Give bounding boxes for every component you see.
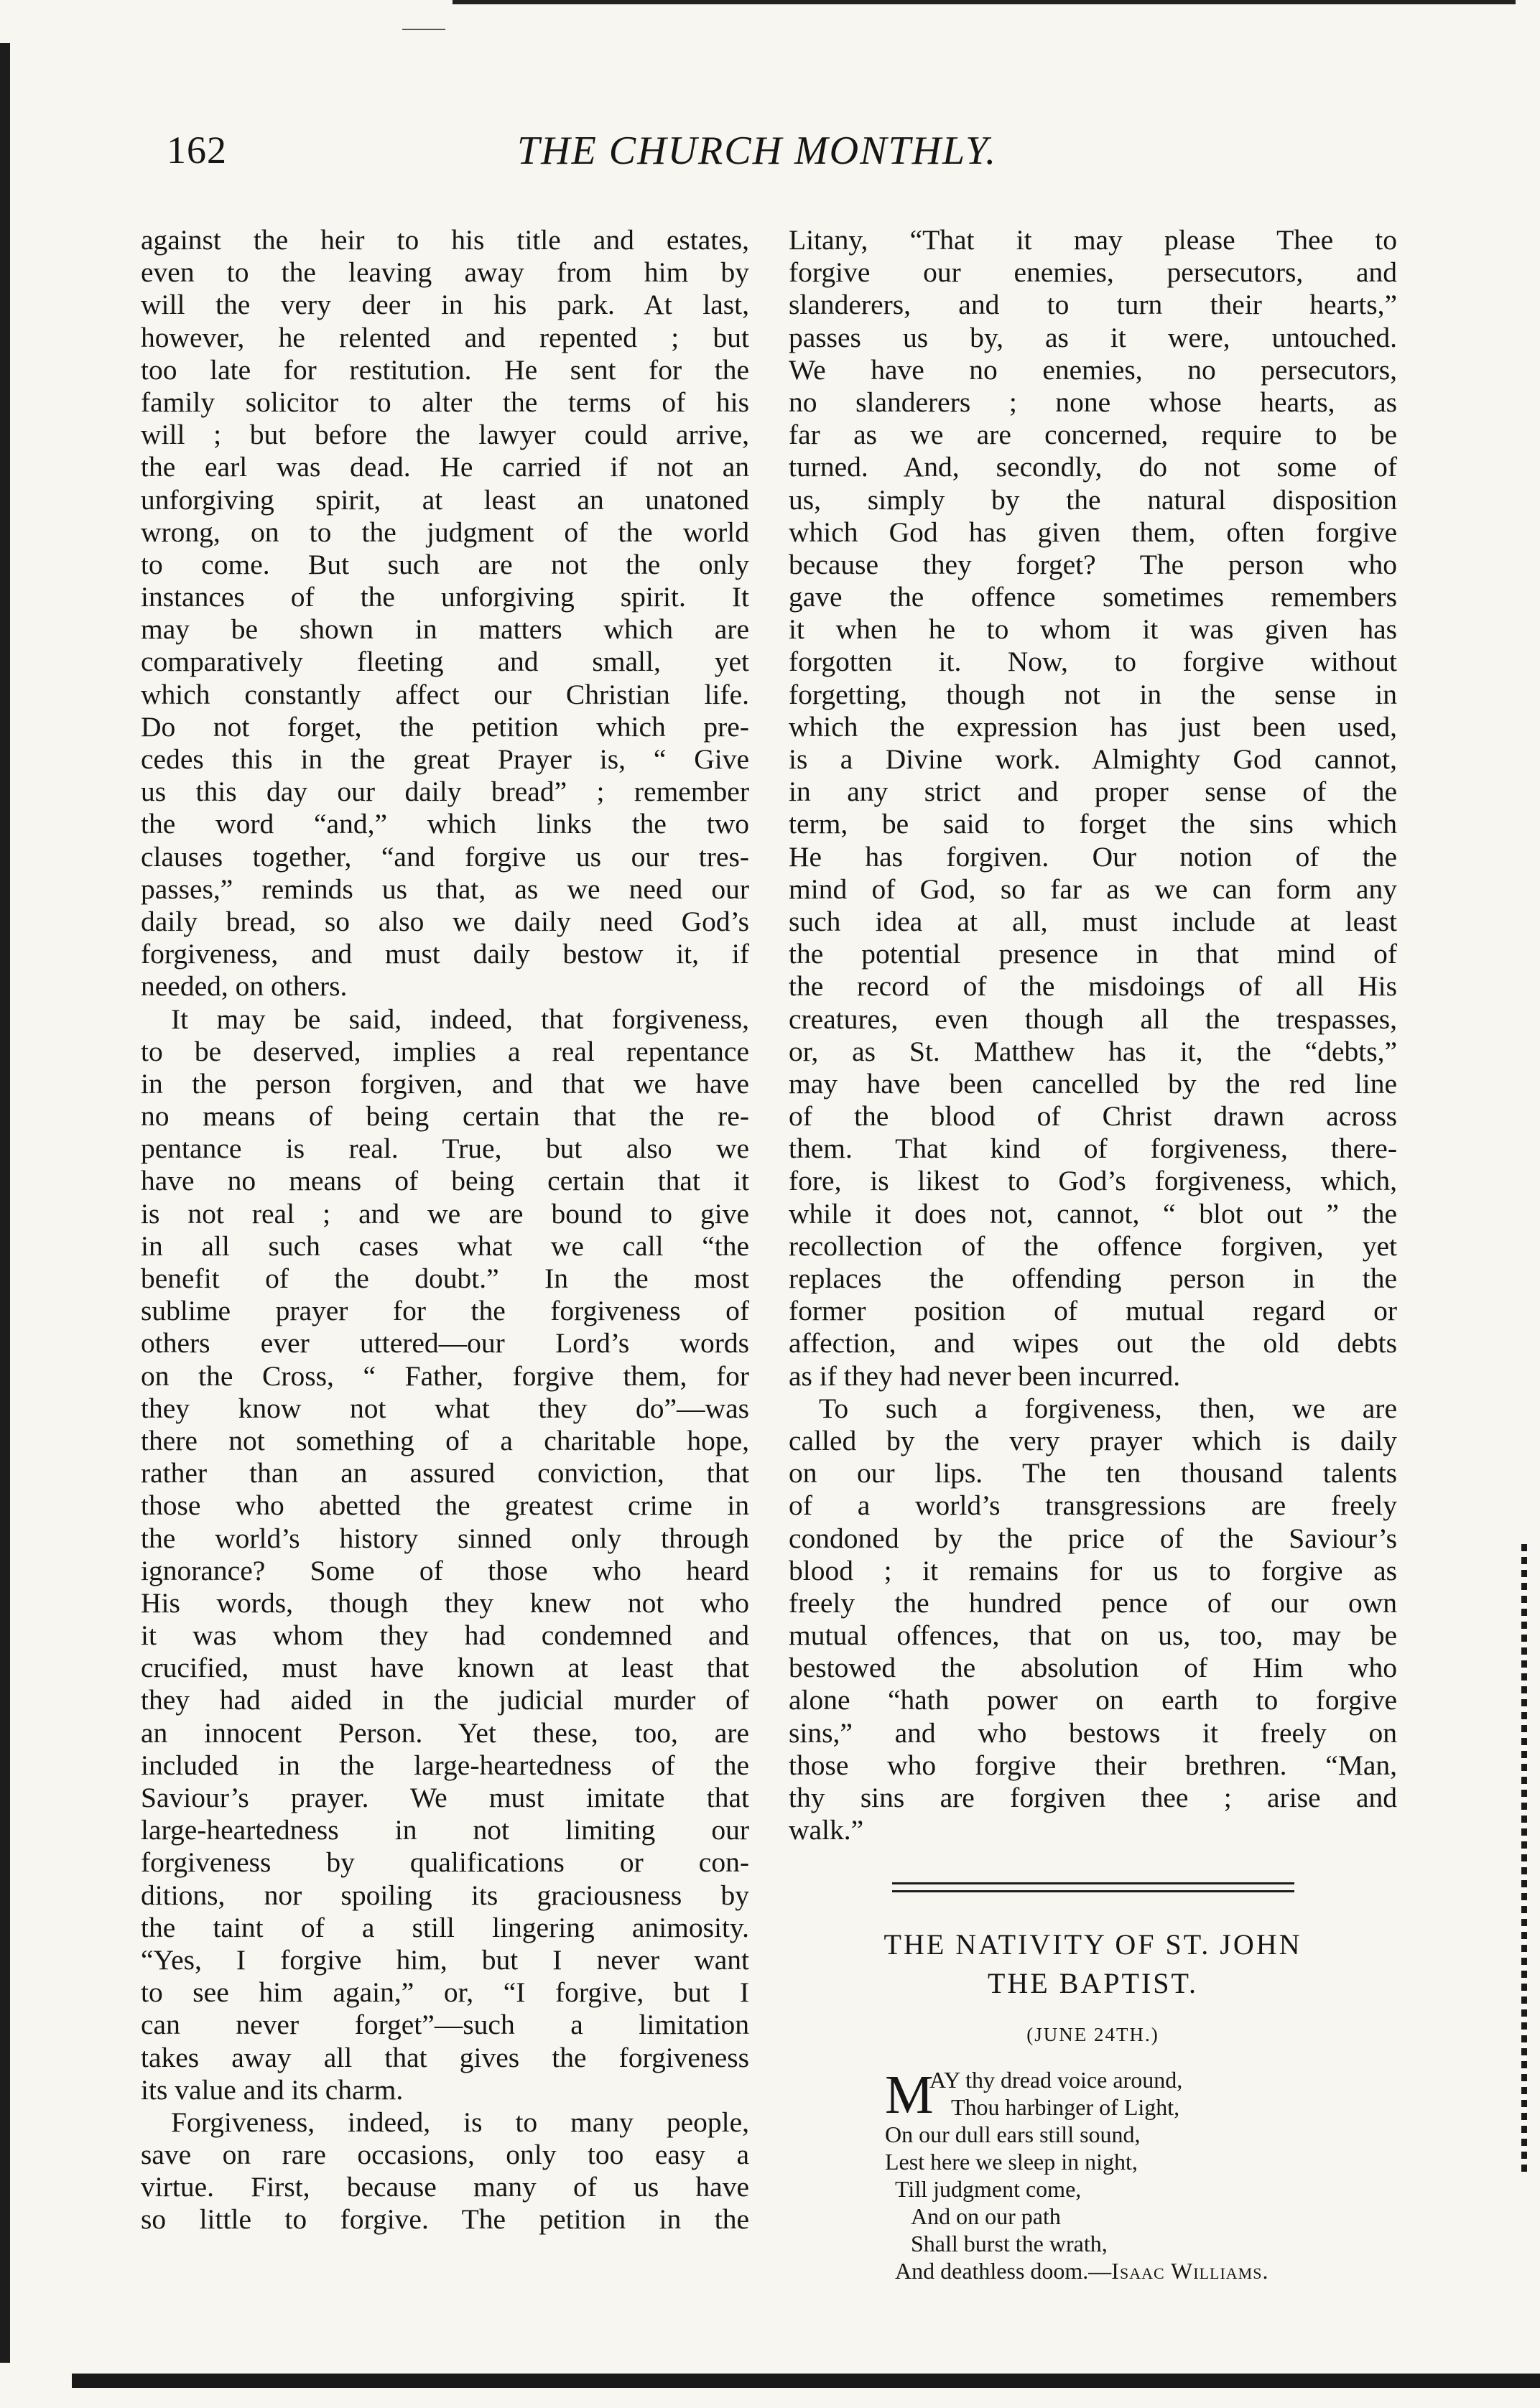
text-line: included in the large-heartedness of the — [141, 1749, 749, 1781]
text-line: forgiveness, and must daily bestow it, if — [141, 938, 749, 970]
text-line: however, he relented and repented ; but — [141, 321, 749, 353]
text-line: “Yes, I forgive him, but I never want — [141, 1943, 749, 1976]
left-scan-edge — [0, 43, 10, 2363]
text-line: called by the very prayer which is daily — [789, 1424, 1397, 1456]
text-line: takes away all that gives the forgiveness — [141, 2041, 749, 2073]
poem-title — [789, 1925, 1397, 2003]
text-line: freely the hundred pence of our own — [789, 1586, 1397, 1619]
text-line: family solicitor to alter the terms of his — [141, 386, 749, 418]
bottom-border-rule — [72, 2374, 1540, 2388]
text-line: clauses together, “and forgive us our tres- — [141, 840, 749, 873]
text-line: is not real ; and we are bound to give — [141, 1197, 749, 1229]
text-line: gave the offence sometimes remembers — [789, 581, 1397, 613]
text-line: even to the leaving away from him by — [141, 256, 749, 289]
page-number: 162 — [167, 129, 227, 172]
text-line: Do not forget, the petition which pre- — [141, 710, 749, 743]
text-line: it when he to whom it was given has — [789, 613, 1397, 646]
text-line: the taint of a still lingering animosity. — [141, 1911, 749, 1943]
text-line: in the person forgiven, and that we have — [141, 1067, 749, 1100]
text-line: there not something of a charitable hope, — [141, 1424, 749, 1456]
text-line: cedes this in the great Prayer is, “ Give — [141, 743, 749, 775]
text-line: forgotten it. Now, to forgive without — [789, 646, 1397, 678]
text-line: rather than an assured conviction, that — [141, 1457, 749, 1489]
text-line: of a world’s transgressions are freely — [789, 1489, 1397, 1522]
text-line: save on rare occasions, only too easy a — [141, 2139, 749, 2171]
poem-line: Thou harbinger of Light, — [951, 2093, 1180, 2120]
text-line: fore, is likest to God’s forgiveness, which, — [789, 1165, 1397, 1197]
text-line: Litany, “That it may please Thee to — [789, 224, 1397, 256]
text-line: of the blood of Christ drawn across — [789, 1100, 1397, 1133]
poem-dropcap: M — [885, 2064, 934, 2125]
text-line: an innocent Person. Yet these, too, are — [141, 1716, 749, 1749]
text-line: daily bread, so also we daily need God’s — [141, 905, 749, 937]
text-line: large-heartedness in not limiting our — [141, 1814, 749, 1846]
text-line: thy sins are forgiven thee ; arise and — [789, 1782, 1397, 1813]
text-line: forgive our enemies, persecutors, and — [789, 256, 1397, 289]
text-line: those who forgive their brethren. “Man, — [789, 1749, 1397, 1781]
text-line: is a Divine work. Almighty God cannot, — [789, 743, 1397, 775]
poem-last-line-text: And deathless doom.— — [895, 2257, 1112, 2284]
text-line: passes us by, as it were, untouched. — [789, 321, 1397, 353]
text-line: ditions, nor spoiling its graciousness by — [141, 1879, 749, 1911]
text-line: term, be said to forget the sins which — [789, 808, 1397, 840]
text-line: former position of mutual regard or — [789, 1295, 1397, 1327]
running-title: THE CHURCH MONTHLY. — [517, 129, 998, 173]
text-line: on our lips. The ten thousand talents — [789, 1457, 1397, 1489]
text-line: passes,” reminds us that, as we need our — [141, 873, 749, 905]
text-line: can never forget”—such a limitation — [141, 2009, 749, 2041]
text-line: Forgiveness, indeed, is to many people, — [171, 2106, 749, 2138]
text-line: it was whom they had condemned and — [141, 1619, 749, 1652]
text-line: may have been cancelled by the red line — [789, 1067, 1397, 1100]
poem-title-line: THE NATIVITY OF ST. JOHN — [883, 1928, 1302, 1961]
text-line: virtue. First, because many of us have — [141, 2171, 749, 2203]
text-line: because they forget? The person who — [789, 548, 1397, 580]
top-border-mark — [402, 29, 445, 30]
text-line: forgiveness by qualifications or con- — [141, 1846, 749, 1879]
text-line: wrong, on to the judgment of the world — [141, 516, 749, 548]
poem-author: Isaac Williams. — [1111, 2257, 1269, 2284]
text-line: to come. But such are not the only — [141, 548, 749, 580]
text-line: recollection of the offence forgiven, yet — [789, 1229, 1397, 1262]
text-line: unforgiving spirit, at least an unatoned — [141, 483, 749, 516]
text-line: which God has given them, often forgive — [789, 516, 1397, 548]
text-line: they had aided in the judicial murder of — [141, 1684, 749, 1716]
text-line: replaces the offending person in the — [789, 1263, 1397, 1294]
text-line: its value and its charm. — [141, 2073, 404, 2106]
text-line: ignorance? Some of those who heard — [141, 1554, 749, 1586]
text-line: walk.” — [789, 1814, 864, 1846]
text-line: blood ; it remains for us to forgive as — [789, 1554, 1397, 1586]
top-border-rule — [453, 0, 1516, 4]
text-line: which constantly affect our Christian life. — [141, 678, 749, 710]
text-line: those who abetted the greatest crime in — [141, 1489, 749, 1522]
text-line: affection, and wipes out the old debts — [789, 1327, 1397, 1359]
text-line: His words, though they knew not who — [141, 1586, 749, 1619]
text-line: against the heir to his title and estates, — [141, 224, 749, 256]
text-line: sublime prayer for the forgiveness of — [141, 1295, 749, 1327]
text-line: alone “hath power on earth to forgive — [789, 1684, 1397, 1716]
text-line: bestowed the absolution of Him who — [789, 1652, 1397, 1684]
text-line: too late for restitution. He sent for the — [141, 353, 749, 386]
poem-title-line: THE BAPTIST. — [987, 1967, 1199, 2000]
text-line: the word “and,” which links the two — [141, 808, 749, 840]
poem-line: Lest here we sleep in night, — [885, 2148, 1138, 2175]
text-line: so little to forgive. The petition in the — [141, 2203, 749, 2236]
text-line: slanderers, and to turn their hearts,” — [789, 289, 1397, 321]
text-line: instances of the unforgiving spirit. It — [141, 581, 749, 613]
poem-line: Shall burst the wrath, — [911, 2230, 1108, 2256]
text-line: while it does not, cannot, “ blot out ” the — [789, 1197, 1397, 1229]
text-line: sins,” and who bestows it freely on — [789, 1716, 1397, 1749]
text-line: have no means of being certain that it — [141, 1165, 749, 1197]
text-line: To such a forgiveness, then, we are — [819, 1392, 1397, 1424]
text-line: far as we are concerned, require to be — [789, 419, 1397, 451]
right-column — [789, 224, 1397, 2284]
text-line: the record of the misdoings of all His — [789, 970, 1397, 1003]
text-line: forgetting, though not in the sense in — [789, 678, 1397, 710]
text-line: no means of being certain that the re- — [141, 1100, 749, 1133]
right-scan-edge — [1521, 1544, 1527, 2176]
poem-line: Till judgment come, — [895, 2175, 1082, 2202]
text-line: Saviour’s prayer. We must imitate that — [141, 1782, 749, 1813]
text-line: them. That kind of forgiveness, there- — [789, 1133, 1397, 1165]
text-line: on the Cross, “ Father, forgive them, for — [141, 1359, 749, 1392]
poem-body — [789, 2066, 1397, 2284]
text-line: they know not what they do”—was — [141, 1392, 749, 1424]
text-line: such idea at all, must include at least — [789, 905, 1397, 937]
text-line: may be shown in matters which are — [141, 613, 749, 646]
text-line: will the very deer in his park. At last, — [141, 289, 749, 321]
text-line: the earl was dead. He carried if not an — [141, 451, 749, 483]
text-line: us, simply by the natural disposition — [789, 483, 1397, 516]
text-line: He has forgiven. Our notion of the — [789, 840, 1397, 873]
text-line: in any strict and proper sense of the — [789, 776, 1397, 808]
text-line: as if they had never been incurred. — [789, 1359, 1181, 1392]
text-line: or, as St. Matthew has it, the “debts,” — [789, 1035, 1397, 1067]
text-line: others ever uttered—our Lord’s words — [141, 1327, 749, 1359]
text-line: us this day our daily bread” ; remember — [141, 776, 749, 808]
text-line: to see him again,” or, “I forgive, but I — [141, 1976, 749, 2009]
poem-line: On our dull ears still sound, — [885, 2121, 1141, 2147]
text-line: pentance is real. True, but also we — [141, 1133, 749, 1165]
poem-line: And on our path — [911, 2203, 1061, 2229]
text-line: the potential presence in that mind of — [789, 938, 1397, 970]
text-line: to be deserved, implies a real repentance — [141, 1035, 749, 1067]
text-line: We have no enemies, no persecutors, — [789, 353, 1397, 386]
text-line: crucified, must have known at least that — [141, 1652, 749, 1684]
text-line: needed, on others. — [141, 970, 348, 1003]
text-line: condoned by the price of the Saviour’s — [789, 1522, 1397, 1554]
text-line: mind of God, so far as we can form any — [789, 873, 1397, 905]
text-line: the world’s history sinned only through — [141, 1522, 749, 1554]
text-line: which the expression has just been used, — [789, 710, 1397, 743]
text-line: comparatively fleeting and small, yet — [141, 646, 749, 678]
text-line: no slanderers ; none whose hearts, as — [789, 386, 1397, 418]
text-line: will ; but before the lawyer could arrive, — [141, 419, 749, 451]
poem-line: AY thy dread voice around, — [929, 2066, 1183, 2093]
text-line: It may be said, indeed, that forgiveness, — [171, 1003, 749, 1035]
section-divider — [892, 1882, 1294, 1894]
text-line: turned. And, secondly, do not some of — [789, 451, 1397, 483]
poem-line — [789, 2257, 1397, 2284]
left-column — [141, 224, 749, 2236]
text-line: mutual offences, that on us, too, may be — [789, 1619, 1397, 1652]
text-line: creatures, even though all the trespasses, — [789, 1003, 1397, 1035]
text-line: benefit of the doubt.” In the most — [141, 1263, 749, 1294]
text-line: in all such cases what we call “the — [141, 1229, 749, 1262]
poem-date: (JUNE 24TH.) — [1026, 2024, 1159, 2046]
